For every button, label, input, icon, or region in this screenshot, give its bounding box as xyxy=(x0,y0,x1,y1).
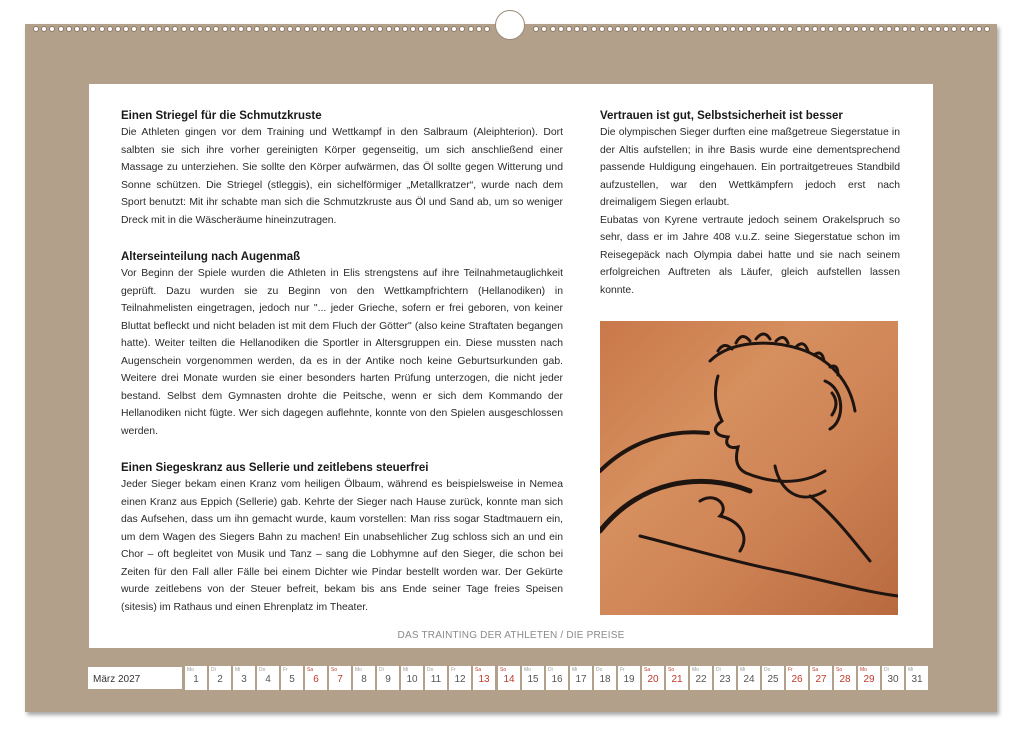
binding-hole xyxy=(427,26,433,32)
binding-hole xyxy=(845,26,851,32)
weekday-label: Sa xyxy=(475,667,482,673)
month-label: März 2027 xyxy=(87,666,183,690)
day-number: 28 xyxy=(839,674,851,685)
binding-hole xyxy=(222,26,228,32)
binding-hole xyxy=(623,26,629,32)
binding-hole xyxy=(263,26,269,32)
binding-hole xyxy=(878,26,884,32)
binding-hole xyxy=(312,26,318,32)
calendar-day xyxy=(473,666,495,690)
weekday-label: Mo xyxy=(860,667,867,673)
section-text: Die Athleten gingen vor dem Training und Wettkampf in den Salbraum (Aleiphterion). Dort salbten sie sich ihre vorher gereinigten Körper gegenseitig, um sich anschließend einer Massage zu unterziehen. Sie sollte den Körper aufwärmen, das Öl sollte gegen Witterung und Sonne schützen. Die Striegel (stleggis), ein sichelförmiger „Metallkratzer“, wurde nach dem Sport benutzt: Mit ihr schabte man sich die Schmutzkruste aus Öl und Sand ab, um so weniger Dreck mit in die Wäscheräume hineinzutragen. xyxy=(121,127,563,226)
binding-hole xyxy=(107,26,113,32)
day-number: 29 xyxy=(863,674,875,685)
binding-hole xyxy=(41,26,47,32)
binding-hole xyxy=(320,26,326,32)
weekday-label: Di xyxy=(548,667,553,673)
weekday-label: Mi xyxy=(235,667,241,673)
weekday-label: So xyxy=(668,667,675,673)
calendar-strip xyxy=(87,666,935,692)
hanger-hole xyxy=(495,10,525,40)
calendar-day xyxy=(329,666,351,690)
weekday-label: Do xyxy=(259,667,266,673)
day-number: 6 xyxy=(313,674,319,685)
section-text: Die olympischen Sieger durften eine maßgetreue Siegerstatue in der Altis aufstellen; in ihre Basis wurde eine dementsprechend passende Huldigung eingehauen. Ein portraitgetreues Standbild aufzustellen, war den Wettkämpfern jedoch erst nach dreimaligem Siegen erlaubt. xyxy=(600,127,900,208)
binding-hole xyxy=(377,26,383,32)
binding-hole xyxy=(443,26,449,32)
day-number: 12 xyxy=(454,674,466,685)
calendar-day xyxy=(738,666,760,690)
binding-hole xyxy=(131,26,137,32)
binding-hole xyxy=(279,26,285,32)
content-panel xyxy=(89,84,933,648)
binding-hole xyxy=(459,26,465,32)
calendar-day xyxy=(209,666,231,690)
binding-hole xyxy=(591,26,597,32)
binding-hole xyxy=(984,26,990,32)
day-number: 9 xyxy=(385,674,391,685)
section-siegeskranz xyxy=(121,460,563,616)
binding-hole xyxy=(197,26,203,32)
weekday-label: Fr xyxy=(451,667,456,673)
calendar-day xyxy=(377,666,399,690)
day-number: 23 xyxy=(719,674,731,685)
binding-hole xyxy=(796,26,802,32)
day-number: 17 xyxy=(575,674,587,685)
binding-hole xyxy=(566,26,572,32)
binding-hole xyxy=(927,26,933,32)
binding-hole xyxy=(66,26,72,32)
binding-hole xyxy=(58,26,64,32)
binding-hole xyxy=(886,26,892,32)
binding-hole xyxy=(238,26,244,32)
calendar-day xyxy=(185,666,207,690)
weekday-label: Fr xyxy=(283,667,288,673)
section-text: Eubatas von Kyrene vertraute jedoch seinem Orakelspruch so sehr, dass er im Jahre 408 v.u.Z. seine Siegerstatue schon im Reisegepäck nach Olympia dabei hatte und sie nach seinem erfolgreichen Auftreten als Läufer, gleich aufstellen lassen konnte. xyxy=(600,214,900,296)
binding-hole xyxy=(664,26,670,32)
calendar-day xyxy=(281,666,303,690)
binding-hole xyxy=(345,26,351,32)
day-number: 26 xyxy=(791,674,803,685)
calendar-day xyxy=(882,666,904,690)
binding-hole xyxy=(140,26,146,32)
binding-hole xyxy=(861,26,867,32)
binding-hole xyxy=(689,26,695,32)
calendar-day xyxy=(810,666,832,690)
binding-hole xyxy=(722,26,728,32)
section-heading: Einen Siegeskranz aus Sellerie und zeitlebens steuerfrei xyxy=(121,462,429,474)
binding-hole xyxy=(919,26,925,32)
binding-hole xyxy=(123,26,129,32)
day-number: 2 xyxy=(217,674,223,685)
calendar-day xyxy=(642,666,664,690)
section-text: Vor Beginn der Spiele wurden die Athleten in Elis strengstens auf ihre Teilnahmetauglichkeit geprüft. Dazu wurden sie zu Beginn von den Wettkampfrichtern (Hellanodiken) in Teilnahmelisten eingetragen, jedoch nur "... jeder Grieche, sofern er frei geboren, von keiner Bluttat befleckt und nicht beladen ist mit dem Fluch der Götter" (also keine Straftaten begangen hatte). Weiter teilten die Hellanodiken die Sportler in Altersgruppen ein. Diese mussten nach Augenschein vorgenommen werden, da es in der Antike noch keine Geburtsurkunden gab. Weitere drei Monate wurden sie einer besonders harten Prüfung unterzogen, die nicht jeder bestand. Selbst dem Gymnasten drohte die Peitsche, wenn er sich dem Kommando der Hellanodiken nicht fügte. Wer sich dagegen auflehnte, konnte von den Spielen ausgeschlossen werden. xyxy=(121,268,563,437)
day-number: 30 xyxy=(887,674,899,685)
calendar-day xyxy=(786,666,808,690)
binding-hole xyxy=(943,26,949,32)
binding-hole xyxy=(336,26,342,32)
section-heading: Alterseinteilung nach Augenmaß xyxy=(121,251,301,263)
calendar-day xyxy=(449,666,471,690)
calendar-day xyxy=(546,666,568,690)
calendar-day xyxy=(353,666,375,690)
binding-hole xyxy=(820,26,826,32)
day-number: 20 xyxy=(647,674,659,685)
day-number: 31 xyxy=(911,674,923,685)
binding-hole xyxy=(410,26,416,32)
weekday-label: Mo xyxy=(187,667,194,673)
calendar-day xyxy=(666,666,688,690)
binding-hole xyxy=(148,26,154,32)
binding-hole xyxy=(181,26,187,32)
binding-hole xyxy=(484,26,490,32)
day-number: 5 xyxy=(289,674,295,685)
binding-hole xyxy=(304,26,310,32)
weekday-label: Di xyxy=(379,667,384,673)
athlete-profile-drawing xyxy=(600,321,898,615)
day-number: 14 xyxy=(503,674,515,685)
binding-hole xyxy=(828,26,834,32)
weekday-label: Sa xyxy=(812,667,819,673)
calendar-day xyxy=(906,666,928,690)
binding-hole xyxy=(615,26,621,32)
day-number: 21 xyxy=(671,674,683,685)
binding-hole xyxy=(837,26,843,32)
weekday-label: Mo xyxy=(355,667,362,673)
binding-hole xyxy=(271,26,277,32)
binding-hole xyxy=(402,26,408,32)
calendar-day xyxy=(305,666,327,690)
binding-hole xyxy=(386,26,392,32)
binding-hole xyxy=(533,26,539,32)
binding-hole xyxy=(451,26,457,32)
binding-hole xyxy=(574,26,580,32)
binding-hole xyxy=(673,26,679,32)
calendar-day xyxy=(425,666,447,690)
calendar-day xyxy=(714,666,736,690)
binding-hole xyxy=(705,26,711,32)
binding-hole xyxy=(632,26,638,32)
binding-hole xyxy=(205,26,211,32)
binding-hole xyxy=(213,26,219,32)
binding-hole xyxy=(164,26,170,32)
binding-hole xyxy=(33,26,39,32)
section-heading: Einen Striegel für die Schmutzkruste xyxy=(121,110,322,122)
binding-hole xyxy=(804,26,810,32)
left-column xyxy=(121,108,563,636)
weekday-label: Mi xyxy=(908,667,914,673)
binding-hole xyxy=(771,26,777,32)
binding-hole xyxy=(960,26,966,32)
binding-hole xyxy=(558,26,564,32)
binding-hole xyxy=(714,26,720,32)
calendar-day xyxy=(498,666,520,690)
day-number: 10 xyxy=(406,674,418,685)
day-number: 8 xyxy=(361,674,367,685)
binding-hole xyxy=(755,26,761,32)
day-number: 22 xyxy=(695,674,707,685)
binding-hole xyxy=(746,26,752,32)
binding-hole xyxy=(189,26,195,32)
binding-hole xyxy=(599,26,605,32)
calendar-day xyxy=(522,666,544,690)
day-number: 11 xyxy=(430,674,442,685)
weekday-label: Fr xyxy=(788,667,793,673)
binding-hole xyxy=(902,26,908,32)
binding-hole xyxy=(254,26,260,32)
day-number: 16 xyxy=(551,674,563,685)
binding-hole xyxy=(541,26,547,32)
binding-hole xyxy=(968,26,974,32)
binding-hole xyxy=(779,26,785,32)
binding-hole xyxy=(353,26,359,32)
binding-hole xyxy=(49,26,55,32)
day-number: 7 xyxy=(337,674,343,685)
binding-hole xyxy=(287,26,293,32)
binding-hole xyxy=(812,26,818,32)
calendar-day xyxy=(570,666,592,690)
day-number: 18 xyxy=(599,674,611,685)
binding-hole xyxy=(295,26,301,32)
binding-hole xyxy=(951,26,957,32)
binding-hole xyxy=(361,26,367,32)
day-number: 4 xyxy=(265,674,271,685)
binding-hole xyxy=(894,26,900,32)
day-number: 13 xyxy=(478,674,490,685)
weekday-label: Sa xyxy=(307,667,314,673)
binding-hole xyxy=(656,26,662,32)
weekday-label: So xyxy=(836,667,843,673)
day-number: 25 xyxy=(767,674,779,685)
weekday-label: So xyxy=(331,667,338,673)
binding-hole xyxy=(246,26,252,32)
binding-hole xyxy=(328,26,334,32)
weekday-label: So xyxy=(500,667,507,673)
day-number: 3 xyxy=(241,674,247,685)
weekday-label: Mo xyxy=(524,667,531,673)
binding-hole xyxy=(681,26,687,32)
binding-hole xyxy=(697,26,703,32)
binding-hole xyxy=(787,26,793,32)
weekday-label: Mo xyxy=(692,667,699,673)
binding-hole xyxy=(156,26,162,32)
section-heading: Vertrauen ist gut, Selbstsicherheit ist besser xyxy=(600,110,843,122)
calendar-day xyxy=(594,666,616,690)
calendar-day xyxy=(858,666,880,690)
day-number: 19 xyxy=(623,674,635,685)
binding-hole xyxy=(74,26,80,32)
binding-hole xyxy=(394,26,400,32)
binding-hole xyxy=(369,26,375,32)
weekday-label: Fr xyxy=(620,667,625,673)
binding-hole xyxy=(738,26,744,32)
calendar-day xyxy=(834,666,856,690)
weekday-label: Di xyxy=(211,667,216,673)
binding-hole xyxy=(607,26,613,32)
day-number: 27 xyxy=(815,674,827,685)
day-number: 1 xyxy=(193,674,199,685)
binding-hole xyxy=(910,26,916,32)
calendar-day xyxy=(690,666,712,690)
binding-hole xyxy=(853,26,859,32)
weekday-label: Sa xyxy=(644,667,651,673)
weekday-label: Di xyxy=(884,667,889,673)
binding-hole xyxy=(230,26,236,32)
binding-hole xyxy=(763,26,769,32)
binding-hole xyxy=(468,26,474,32)
calendar-day xyxy=(401,666,423,690)
page-caption: DAS TRAINTING DER ATHLETEN / DIE PREISE xyxy=(397,630,625,641)
calendar-day xyxy=(257,666,279,690)
binding-hole xyxy=(418,26,424,32)
calendar-page xyxy=(25,24,997,712)
calendar-day xyxy=(618,666,640,690)
binding-hole xyxy=(935,26,941,32)
weekday-label: Mi xyxy=(572,667,578,673)
weekday-label: Do xyxy=(427,667,434,673)
binding-hole xyxy=(648,26,654,32)
weekday-label: Do xyxy=(596,667,603,673)
calendar-day xyxy=(762,666,784,690)
binding-hole xyxy=(582,26,588,32)
weekday-label: Mi xyxy=(403,667,409,673)
right-column xyxy=(600,108,900,299)
weekday-label: Di xyxy=(716,667,721,673)
binding-hole xyxy=(435,26,441,32)
binding-hole xyxy=(90,26,96,32)
binding-hole xyxy=(82,26,88,32)
binding-hole xyxy=(115,26,121,32)
section-text: Jeder Sieger bekam einen Kranz vom heiligen Ölbaum, während es beispielsweise in Nemea einen Kranz aus Eppich (Sellerie) gab. Kehrte der Sieger nach Hause zurück, konnte man sich das Aufsehen, dass um ihn gemacht wurde, kaum vorstellen: Man riss sogar Stadtmauern ein, um dem Wagen des Siegers Bahn zu machen! Ein unabsehlicher Zug schloss sich an und ein Chor – oft begleitet von Musik und Tanz – sang die Lobhymne auf den Sieger, die schon bei Zeiten für den Fall aller Fälle bei einem Dichter wie Pindar bestellt worden war. Der Gekürte wurde zeitlebens von der Steuer befreit, bekam bis ans Ende seiner Tage freies Speisen (sitesis) im Rathaus und einen Ehrenplatz im Theater. xyxy=(121,479,563,613)
vase-painting-image xyxy=(600,321,898,615)
binding-hole xyxy=(476,26,482,32)
binding-hole xyxy=(730,26,736,32)
calendar-day xyxy=(233,666,255,690)
binding-hole xyxy=(550,26,556,32)
binding-hole xyxy=(976,26,982,32)
binding-hole xyxy=(640,26,646,32)
section-alterseinteilung xyxy=(121,249,563,440)
weekday-label: Do xyxy=(764,667,771,673)
binding-hole xyxy=(99,26,105,32)
section-striegel xyxy=(121,108,563,229)
weekday-label: Mi xyxy=(740,667,746,673)
binding-hole xyxy=(869,26,875,32)
binding-hole xyxy=(172,26,178,32)
day-number: 15 xyxy=(527,674,539,685)
day-number: 24 xyxy=(743,674,755,685)
